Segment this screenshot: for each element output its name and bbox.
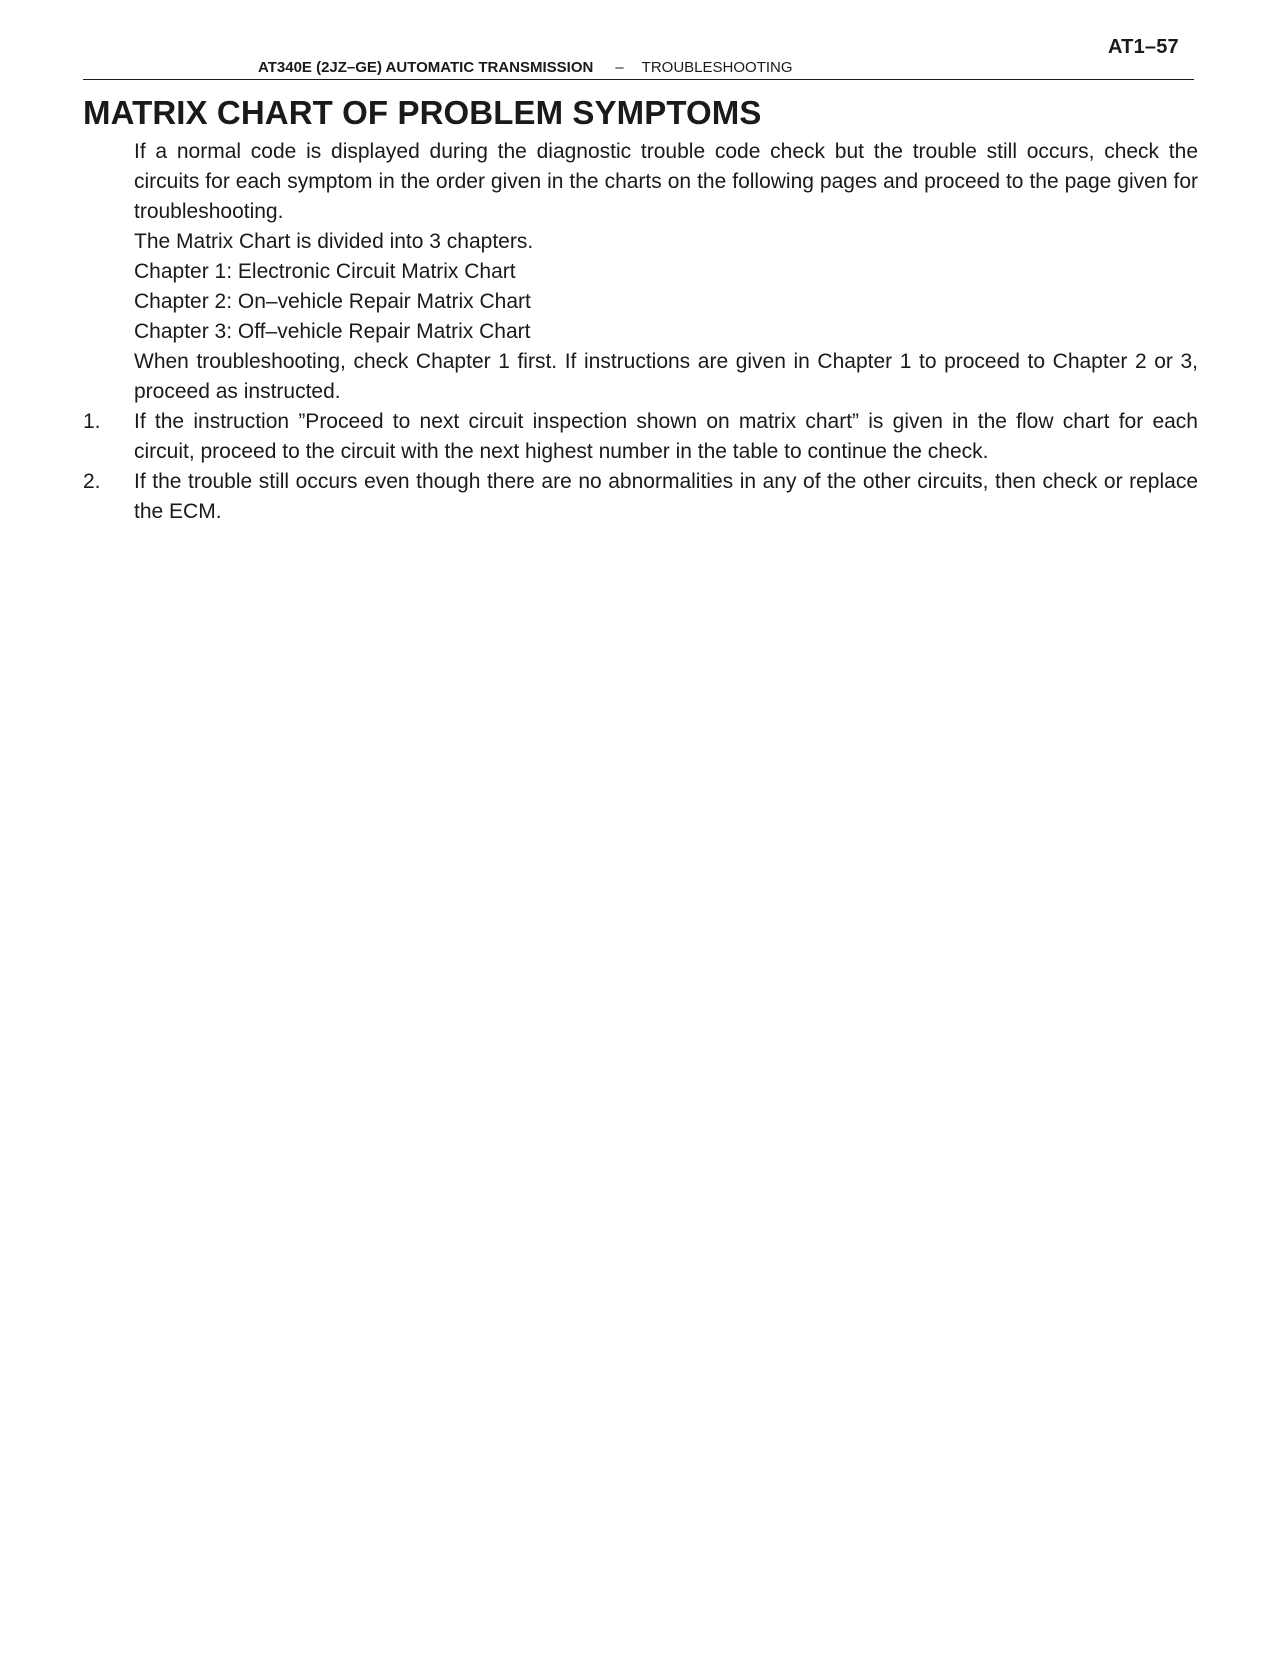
step-number: 1. (83, 410, 101, 433)
running-header (258, 59, 793, 76)
step-number: 2. (83, 470, 101, 493)
section-title: MATRIX CHART OF PROBLEM SYMPTOMS (83, 94, 762, 131)
topic-label: TROUBLESHOOTING (641, 59, 793, 76)
instruction-steps (83, 407, 1198, 527)
list-item (83, 467, 1198, 527)
intro-text (134, 137, 1198, 407)
list-item (83, 407, 1198, 467)
step-text: If the instruction ”Proceed to next circuit inspection shown on matrix chart” is given in the flow chart for each circuit, proceed to the circuit with the next highest number in the table to continue the check. (134, 410, 1198, 463)
chapters-intro: The Matrix Chart is divided into 3 chapters. (134, 230, 534, 253)
chapter-2-line: Chapter 2: On–vehicle Repair Matrix Chart (134, 290, 531, 313)
chapter-1-line: Chapter 1: Electronic Circuit Matrix Chart (134, 260, 516, 283)
troubleshooting-order-paragraph: When troubleshooting, check Chapter 1 first. If instructions are given in Chapter 1 to proceed to Chapter 2 or 3, proceed as instructed. (134, 350, 1198, 403)
page-number: AT1–57 (1108, 36, 1179, 58)
header-separator: – (615, 59, 624, 76)
step-text: If the trouble still occurs even though there are no abnormalities in any of the other circuits, then check or replace the ECM. (134, 470, 1198, 523)
header-divider (83, 79, 1194, 80)
intro-paragraph: If a normal code is displayed during the diagnostic trouble code check but the trouble still occurs, check the circuits for each symptom in the order given in the charts on the following pages and proceed to the page given for troubleshooting. (134, 140, 1198, 223)
chapter-3-line: Chapter 3: Off–vehicle Repair Matrix Chart (134, 320, 531, 343)
manual-section-label: AT340E (2JZ–GE) AUTOMATIC TRANSMISSION (258, 59, 594, 76)
